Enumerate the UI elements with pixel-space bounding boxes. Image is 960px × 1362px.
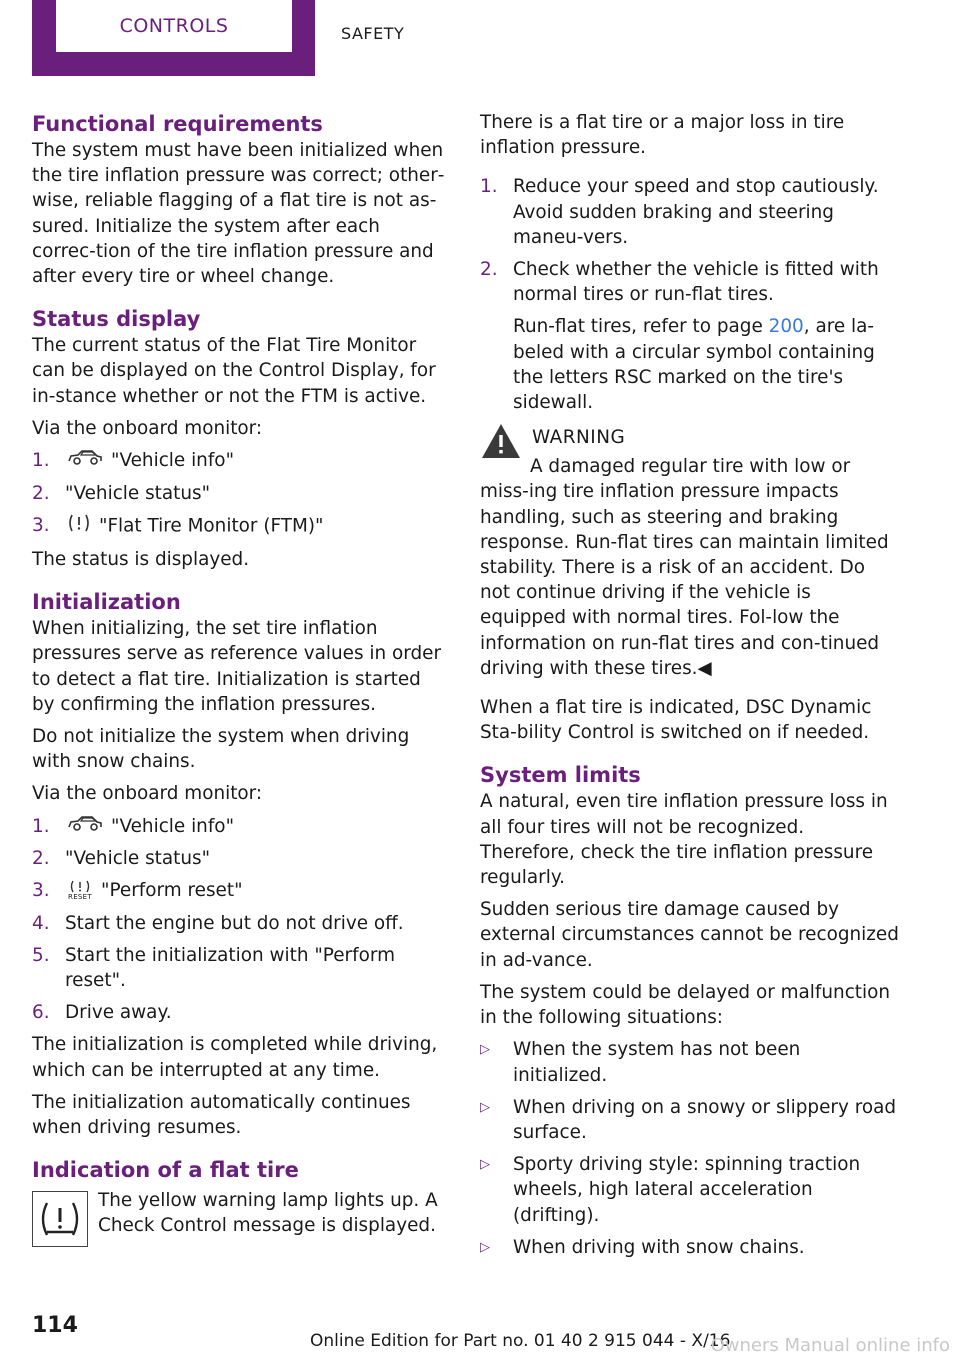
run-flat-reference: Run-flat tires, refer to page 200, are la‐beled with a circular symbol containing the letters RSC marked on the tire's sidewall. [513,316,875,414]
right-column [480,110,900,1276]
warning-block [480,422,900,681]
step-number: 2. [32,482,50,504]
tab-controls[interactable] [32,0,315,76]
step-number: 1. [32,815,50,837]
init-text-1: When initializing, the set tire inflation pressures serve as reference values in order to detect a flat tire. Initialization is started by confirming the inflation pressures. [32,618,442,715]
tire-warning-icon [67,513,91,540]
status-result: The status is displayed. [32,549,250,571]
watermark: Owners Manual online info [710,1335,950,1356]
flat-tire-intro: There is a flat tire or a major loss in tire inflation pressure. [480,112,845,159]
list-item [480,257,900,415]
car-icon [67,814,103,839]
step-text: "Flat Tire Monitor (FTM)" [99,515,324,537]
tab-safety[interactable]: SAFETY [341,24,405,43]
heading-functional-requirements: Functional requirements [32,112,323,136]
step-text: "Vehicle status" [65,848,211,870]
init-text-3: The initialization is completed while driving, which can be interrupted at any time. [32,1034,438,1081]
step-number: 4. [32,912,50,934]
section-system-limits [480,761,900,1259]
list-item [32,943,447,993]
edition-footer: Online Edition for Part no. 01 40 2 915 044 - X/16 [310,1331,731,1351]
list-item [480,174,900,250]
status-steps [32,448,447,540]
init-text-2: Do not initialize the system when driving with snow chains. [32,726,410,773]
list-item [32,481,447,506]
heading-flat-tire: Indication of a flat tire [32,1158,299,1183]
bullet-triangle-icon: ▷ [480,1239,490,1255]
step-text: Reduce your speed and stop cautiously. Avoid sudden braking and steering maneu‐vers. [513,176,879,248]
step-text: "Perform reset" [101,880,243,902]
step-number: 1. [480,176,498,198]
flat-tire-text: The yellow warning lamp lights up. A Check Control message is displayed. [98,1190,438,1237]
list-item: ▷ When the system has not been initialized. [480,1037,900,1087]
tire-reset-icon [67,880,93,902]
step-text: Drive away. [65,1002,172,1024]
status-text: The current status of the Flat Tire Monitor can be displayed on the Control Display, for in‐stance whether or not the FTM is active. [32,335,436,407]
list-item [32,814,447,840]
status-via: Via the onboard monitor: [32,417,263,439]
init-via: Via the onboard monitor: [32,783,263,805]
page-number: 114 [32,1313,78,1338]
car-icon [67,448,103,473]
list-item: ▷ When driving on a snowy or slippery road surface. [480,1095,900,1145]
section-initialization [32,588,447,1140]
list-item: ▷ Sporty driving style: spinning traction wheels, high lateral acceleration (drifting). [480,1152,900,1228]
page-link-200[interactable]: 200 [768,316,804,338]
step-text: "Vehicle info" [111,815,235,837]
list-item [32,846,447,871]
flat-tire-steps [480,174,900,415]
limits-text-2: Sudden serious tire damage caused by external circumstances cannot be recognized in ad‐vance. [480,899,899,971]
left-column [32,110,447,1263]
step-number: 2. [480,259,498,281]
step-text: "Vehicle status" [65,482,211,504]
dsc-text: When a flat tire is indicated, DSC Dynamic Sta‐bility Control is switched on if needed. [480,697,872,744]
section-functional-requirements [32,110,447,289]
step-text: Start the initialization with "Perform reset". [65,944,395,992]
step-number: 3. [32,514,50,536]
bullet-triangle-icon: ▷ [480,1042,490,1058]
warning-triangle-icon [480,422,530,466]
list-item [32,448,447,474]
list-item: ▷ When driving with snow chains. [480,1235,900,1260]
flat-tire-warning-lamp-icon [32,1191,88,1247]
step-text: Start the engine but do not drive off. [65,912,404,934]
warning-text: A damaged regular tire with low or miss‐ing tire inflation pressure impacts handling, such as steering and braking response. Run-flat tires can maintain limited stability. There is a risk of an accident. Do not continue driving if the vehicle is equipped with normal tires. Fol‐low the information on run-flat tires and con‐tinued driving with these tires.◀ [480,456,889,679]
step-number: 2. [32,848,50,870]
step-number: 6. [32,1002,50,1024]
reset-icon-label: RESET [68,893,92,902]
step-text: "Vehicle info" [111,450,235,472]
heading-status-display: Status display [32,307,201,332]
section-flat-tire-indication [32,1156,447,1247]
step-number: 5. [32,944,50,966]
list-item [32,513,447,540]
tab-controls-label: CONTROLS [119,15,229,37]
limits-text-1: A natural, even tire inflation pressure loss in all four tires will not be recognized. Therefore, check the tire inflation pressure regularly. [480,791,888,889]
bullet-triangle-icon: ▷ [480,1157,490,1173]
step-number: 3. [32,880,50,902]
section-status-display [32,305,447,572]
limits-bullets [480,1037,900,1260]
step-text: Check whether the vehicle is fitted with normal tires or run-flat tires. [513,259,879,306]
list-item [32,1000,447,1025]
list-item [32,878,447,903]
functional-text: The system must have been initialized when the tire inflation pressure was correct; other‐wise, reliable flagging of a flat tire is not as‐sured. Initialize the system after each correc‐tion of the tire inflation pressure and after every tire or wheel change. [32,140,445,288]
step-number: 1. [32,450,50,472]
heading-system-limits: System limits [480,763,641,788]
bullet-triangle-icon: ▷ [480,1099,490,1115]
heading-initialization: Initialization [32,590,181,615]
init-text-4: The initialization automatically continues when driving resumes. [32,1091,411,1139]
warning-title: WARNING [532,427,626,449]
limits-text-3: The system could be delayed or malfunction in the following situations: [480,981,891,1029]
list-item [32,911,447,936]
init-steps [32,814,447,1026]
header-tabbar [0,0,960,78]
